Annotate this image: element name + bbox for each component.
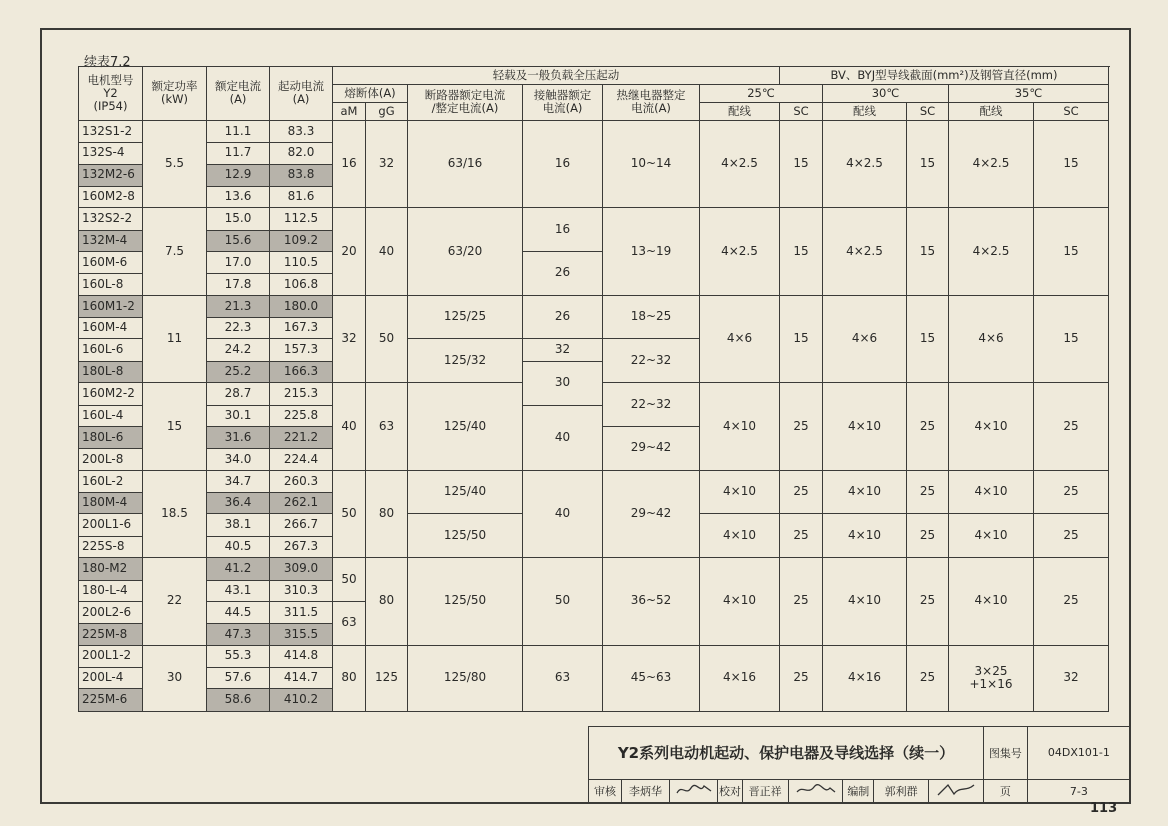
motor-model-cell: 132S2-2 (79, 208, 143, 230)
contactor-cell: 16 (523, 208, 603, 252)
rated-current-cell: 15.6 (207, 230, 270, 251)
motor-model-cell: 160L-4 (79, 405, 143, 426)
power-cell: 7.5 (143, 208, 207, 295)
atlas-number: 04DX101-1 (1027, 727, 1130, 780)
reviewer-name: 李炳华 (621, 779, 669, 803)
fuse-gg-cell: 32 (366, 120, 408, 207)
rated-current-cell: 24.2 (207, 339, 270, 361)
fuse-am-cell: 80 (333, 645, 366, 711)
sc-25-cell: 25 (780, 383, 823, 470)
motor-model-cell: 180M-4 (79, 493, 143, 514)
light-load-start-header: 轻载及一般负载全压起动 (333, 67, 780, 85)
motor-model-cell: 160M2-8 (79, 186, 143, 207)
thermal-relay-header: 热继电器整定 电流(A) (603, 84, 700, 120)
page-code: 7-3 (1027, 779, 1130, 803)
thermal-cell: 29~42 (603, 426, 700, 470)
sc-35-cell: 32 (1034, 645, 1109, 711)
start-current-cell: 315.5 (270, 624, 333, 645)
motor-model-cell: 132S-4 (79, 143, 143, 164)
start-current-cell: 180.0 (270, 295, 333, 317)
wire-30-cell: 4×10 (823, 470, 907, 514)
wire-35-cell: 4×2.5 (949, 120, 1034, 207)
motor-model-cell: 200L-4 (79, 668, 143, 689)
fuse-am-cell: 16 (333, 120, 366, 207)
rated-current-header: 额定电流 (A) (207, 67, 270, 121)
breaker-cell: 125/50 (408, 514, 523, 558)
rated-current-cell: 36.4 (207, 493, 270, 514)
rated-power-header: 额定功率 (kW) (143, 67, 207, 121)
contactor-cell: 40 (523, 470, 603, 557)
contactor-cell: 32 (523, 339, 603, 361)
start-current-cell: 83.8 (270, 164, 333, 186)
rated-current-cell: 11.7 (207, 143, 270, 164)
wire-30-cell: 4×10 (823, 383, 907, 470)
breaker-cell: 125/40 (408, 470, 523, 514)
rated-current-cell: 34.7 (207, 470, 270, 492)
sc-35-cell: 15 (1034, 208, 1109, 295)
fuse-am-header: aM (333, 102, 366, 120)
sc-30-cell: 25 (907, 514, 949, 558)
start-current-cell: 112.5 (270, 208, 333, 230)
start-current-cell: 81.6 (270, 186, 333, 207)
motor-model-cell: 160M-6 (79, 252, 143, 274)
wire-25-cell: 4×16 (700, 645, 780, 711)
start-current-cell: 266.7 (270, 514, 333, 536)
sc-25-cell: 15 (780, 208, 823, 295)
start-current-cell: 225.8 (270, 405, 333, 426)
sc-30-cell: 15 (907, 120, 949, 207)
rated-current-cell: 38.1 (207, 514, 270, 536)
wire-35-cell: 4×10 (949, 514, 1034, 558)
start-current-cell: 109.2 (270, 230, 333, 251)
motor-model-cell: 225M-8 (79, 624, 143, 645)
table-caption: 续表7.2 (84, 55, 131, 70)
start-current-cell: 157.3 (270, 339, 333, 361)
fuse-am-cell: 50 (333, 470, 366, 557)
fuse-am-cell: 63 (333, 601, 366, 645)
thermal-cell: 18~25 (603, 295, 700, 339)
start-current-header: 起动电流 (A) (270, 67, 333, 121)
motor-model-cell: 225M-6 (79, 689, 143, 712)
fuse-am-cell: 50 (333, 558, 366, 602)
fuse-gg-cell: 125 (366, 645, 408, 711)
contactor-cell: 26 (523, 295, 603, 339)
sc-25-cell: 15 (780, 295, 823, 382)
wire-25-header: 配线 (700, 102, 780, 120)
motor-model-cell: 160M2-2 (79, 383, 143, 405)
rated-current-cell: 57.6 (207, 668, 270, 689)
rated-current-cell: 43.1 (207, 580, 270, 601)
wire-30-cell: 4×6 (823, 295, 907, 382)
start-current-cell: 221.2 (270, 426, 333, 448)
power-cell: 22 (143, 558, 207, 645)
start-current-cell: 83.3 (270, 120, 333, 142)
rated-current-cell: 12.9 (207, 164, 270, 186)
motor-model-cell: 160L-2 (79, 470, 143, 492)
reviewer-signature (670, 779, 718, 803)
motor-model-cell: 160L-6 (79, 339, 143, 361)
motor-model-cell: 160M-4 (79, 318, 143, 339)
motor-model-cell: 180-L-4 (79, 580, 143, 601)
fuse-gg-header: gG (366, 102, 408, 120)
breaker-cell: 63/20 (408, 208, 523, 295)
start-current-cell: 260.3 (270, 470, 333, 492)
power-cell: 30 (143, 645, 207, 711)
sc-35-cell: 25 (1034, 383, 1109, 470)
sc-30-cell: 15 (907, 208, 949, 295)
sc-35-cell: 25 (1034, 470, 1109, 514)
fuse-gg-cell: 80 (366, 558, 408, 645)
contactor-cell: 63 (523, 645, 603, 711)
start-current-cell: 311.5 (270, 601, 333, 623)
breaker-cell: 125/80 (408, 645, 523, 711)
breaker-cell: 125/40 (408, 383, 523, 470)
power-cell: 5.5 (143, 120, 207, 207)
motor-model-cell: 200L-8 (79, 449, 143, 470)
contactor-cell: 50 (523, 558, 603, 645)
motor-model-header: 电机型号 Y2 (IP54) (79, 67, 143, 121)
start-current-cell: 166.3 (270, 361, 333, 382)
motor-model-cell: 180-M2 (79, 558, 143, 580)
wire-35-cell: 4×10 (949, 558, 1034, 645)
start-current-cell: 310.3 (270, 580, 333, 601)
rated-current-cell: 34.0 (207, 449, 270, 470)
sc-25-cell: 25 (780, 645, 823, 711)
thermal-cell: 22~32 (603, 339, 700, 383)
wire-30-cell: 4×10 (823, 558, 907, 645)
rated-current-cell: 30.1 (207, 405, 270, 426)
rated-current-cell: 28.7 (207, 383, 270, 405)
drawing-title: Y2系列电动机起动、保护电器及导线选择（续一） (589, 727, 984, 780)
start-current-cell: 410.2 (270, 689, 333, 712)
contactor-cell: 26 (523, 252, 603, 296)
wire-35-cell: 4×6 (949, 295, 1034, 382)
fuse-gg-cell: 80 (366, 470, 408, 557)
start-current-cell: 167.3 (270, 318, 333, 339)
wire-30-header: 配线 (823, 102, 907, 120)
wire-35-cell: 4×10 (949, 383, 1034, 470)
start-current-cell: 262.1 (270, 493, 333, 514)
wire-35-cell: 4×10 (949, 470, 1034, 514)
thermal-cell: 36~52 (603, 558, 700, 645)
wire-conduit-header: BV、BYJ型导线截面(mm²)及钢管直径(mm) (780, 67, 1109, 85)
sc-30-cell: 25 (907, 645, 949, 711)
drafter-name: 郭利群 (874, 779, 929, 803)
wire-35-cell: 3×25 +1×16 (949, 645, 1034, 711)
start-current-cell: 106.8 (270, 274, 333, 295)
contactor-cell: 30 (523, 361, 603, 405)
motor-model-cell: 132S1-2 (79, 120, 143, 142)
wire-25-cell: 4×10 (700, 383, 780, 470)
rated-current-cell: 21.3 (207, 295, 270, 317)
breaker-cell: 125/50 (408, 558, 523, 645)
power-cell: 18.5 (143, 470, 207, 557)
motor-model-cell: 160L-8 (79, 274, 143, 295)
fuse-am-cell: 32 (333, 295, 366, 382)
checker-name: 晋正祥 (742, 779, 788, 803)
wire-30-cell: 4×10 (823, 514, 907, 558)
fuse-gg-cell: 50 (366, 295, 408, 382)
motor-model-cell: 180L-8 (79, 361, 143, 382)
rated-current-cell: 58.6 (207, 689, 270, 712)
rated-current-cell: 40.5 (207, 536, 270, 557)
fuse-gg-cell: 40 (366, 208, 408, 295)
rated-current-cell: 11.1 (207, 120, 270, 142)
sc-30-cell: 25 (907, 470, 949, 514)
motor-selection-table (78, 66, 1109, 712)
rated-current-cell: 22.3 (207, 318, 270, 339)
sc-30-cell: 25 (907, 383, 949, 470)
thermal-cell: 13~19 (603, 208, 700, 295)
start-current-cell: 82.0 (270, 143, 333, 164)
atlas-label: 图集号 (983, 727, 1027, 780)
start-current-cell: 215.3 (270, 383, 333, 405)
breaker-cell: 125/25 (408, 295, 523, 339)
rated-current-cell: 47.3 (207, 624, 270, 645)
fuse-am-cell: 20 (333, 208, 366, 295)
start-current-cell: 267.3 (270, 536, 333, 557)
wire-25-cell: 4×2.5 (700, 120, 780, 207)
wire-25-cell: 4×2.5 (700, 208, 780, 295)
thermal-cell: 22~32 (603, 383, 700, 427)
start-current-cell: 110.5 (270, 252, 333, 274)
rated-current-cell: 41.2 (207, 558, 270, 580)
page-label: 页 (983, 779, 1027, 803)
motor-model-cell: 200L2-6 (79, 601, 143, 623)
start-current-cell: 414.7 (270, 668, 333, 689)
draft-label: 编制 (843, 779, 874, 803)
sc-30-header: SC (907, 102, 949, 120)
thermal-cell: 45~63 (603, 645, 700, 711)
motor-model-cell: 180L-6 (79, 426, 143, 448)
contactor-cell: 40 (523, 405, 603, 470)
motor-model-cell: 132M2-6 (79, 164, 143, 186)
breaker-cell: 63/16 (408, 120, 523, 207)
rated-current-cell: 31.6 (207, 426, 270, 448)
fuse-gg-cell: 63 (366, 383, 408, 470)
power-cell: 15 (143, 383, 207, 470)
sc-35-cell: 25 (1034, 514, 1109, 558)
title-block (588, 726, 1131, 804)
sc-30-cell: 15 (907, 295, 949, 382)
sc-25-cell: 25 (780, 470, 823, 514)
wire-25-cell: 4×6 (700, 295, 780, 382)
motor-model-cell: 200L1-6 (79, 514, 143, 536)
motor-model-cell: 132M-4 (79, 230, 143, 251)
sc-35-cell: 25 (1034, 558, 1109, 645)
check-label: 校对 (718, 779, 742, 803)
wire-35-header: 配线 (949, 102, 1034, 120)
rated-current-cell: 17.0 (207, 252, 270, 274)
wire-30-cell: 4×2.5 (823, 208, 907, 295)
wire-25-cell: 4×10 (700, 514, 780, 558)
rated-current-cell: 55.3 (207, 645, 270, 667)
start-current-cell: 224.4 (270, 449, 333, 470)
start-current-cell: 414.8 (270, 645, 333, 667)
sc-25-cell: 15 (780, 120, 823, 207)
wire-35-cell: 4×2.5 (949, 208, 1034, 295)
motor-model-cell: 200L1-2 (79, 645, 143, 667)
breaker-cell: 125/32 (408, 339, 523, 383)
sc-35-cell: 15 (1034, 295, 1109, 382)
rated-current-cell: 15.0 (207, 208, 270, 230)
sc-35-cell: 15 (1034, 120, 1109, 207)
sc-25-cell: 25 (780, 514, 823, 558)
sc-25-header: SC (780, 102, 823, 120)
thermal-cell: 29~42 (603, 470, 700, 557)
wire-30-cell: 4×16 (823, 645, 907, 711)
review-label: 审核 (589, 779, 622, 803)
contactor-cell: 16 (523, 120, 603, 207)
breaker-header: 断路器额定电流 /整定电流(A) (408, 84, 523, 120)
temp-35-header: 35℃ (949, 84, 1109, 102)
contactor-header: 接触器额定 电流(A) (523, 84, 603, 120)
fuse-header: 熔断体(A) (333, 84, 408, 102)
power-cell: 11 (143, 295, 207, 382)
checker-signature (788, 779, 843, 803)
wire-25-cell: 4×10 (700, 558, 780, 645)
temp-30-header: 30℃ (823, 84, 949, 102)
motor-model-cell: 160M1-2 (79, 295, 143, 317)
temp-25-header: 25℃ (700, 84, 823, 102)
rated-current-cell: 13.6 (207, 186, 270, 207)
rated-current-cell: 25.2 (207, 361, 270, 382)
motor-model-cell: 225S-8 (79, 536, 143, 557)
wire-25-cell: 4×10 (700, 470, 780, 514)
page-number: 113 (1090, 801, 1118, 816)
sc-30-cell: 25 (907, 558, 949, 645)
sc-35-header: SC (1034, 102, 1109, 120)
sc-25-cell: 25 (780, 558, 823, 645)
start-current-cell: 309.0 (270, 558, 333, 580)
thermal-cell: 10~14 (603, 120, 700, 207)
drafter-signature (929, 779, 984, 803)
fuse-am-cell: 40 (333, 383, 366, 470)
rated-current-cell: 17.8 (207, 274, 270, 295)
wire-30-cell: 4×2.5 (823, 120, 907, 207)
rated-current-cell: 44.5 (207, 601, 270, 623)
